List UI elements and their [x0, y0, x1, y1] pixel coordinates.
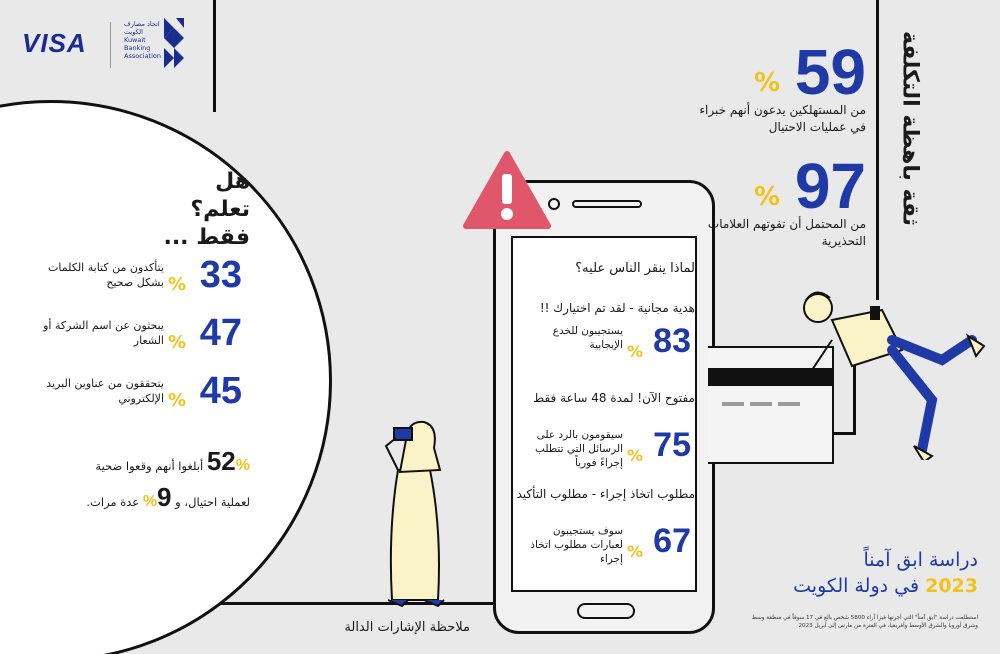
stat-value: 47	[199, 312, 242, 354]
percent-sign: %	[167, 332, 186, 353]
stat-text: يستجيبون للخدع الإيجابية	[552, 325, 623, 351]
phone-item-heading-1: هدية مجانية - لقد تم اختيارك !!	[539, 301, 695, 315]
study-subtitle	[760, 574, 978, 598]
did-you-know-heading	[150, 168, 250, 252]
stat-text: يبحثون عن اسم الشركة أو الشعار	[43, 319, 164, 347]
percent-sign: %	[235, 457, 250, 474]
stat-text: سوف يستجيبون لعبارات مطلوب اتخاذ إجراء	[530, 525, 623, 565]
stat-text: من المستهلكين يدعون أنهم خبراء في عمليات الاحتيال	[699, 103, 866, 134]
frame-line-right	[876, 0, 879, 300]
stat-value: 75	[653, 426, 691, 464]
phone-question: لماذا ينقر الناس عليه؟	[575, 261, 695, 276]
visa-logo: VISA	[22, 28, 87, 58]
stat-value: 45	[199, 370, 242, 412]
victim-value: 52	[206, 446, 236, 476]
heading-line-2: فقط ...	[163, 225, 250, 250]
signals-caption: ملاحظة الإشارات الدالة	[344, 620, 470, 635]
phone-stat-67	[515, 524, 695, 564]
study-note: استطلعت دراسة "ابق آمناً" التي أجرتها فيزا آراء 5800 شخص بالغ في 17 سوقاً في منطقة وسط وشرق أوروبا والشرق الأوسط وأفريقيا، في الفترة من مارس إلى أبريل 2023	[751, 615, 978, 629]
percent-sign: %	[167, 390, 186, 411]
circle-stat-47	[42, 314, 242, 358]
phone-item-heading-3: مطلوب اتخاذ إجراء - مطلوب التأكيد	[516, 487, 695, 501]
warning-icon	[462, 150, 552, 230]
stat-text: سيقومون بالرد على الرسائل التي تتطلب إجراءً فورياً	[535, 429, 623, 469]
phone-home-button	[577, 603, 635, 619]
circle-stat-33	[42, 256, 242, 300]
frame-line-top-left	[213, 0, 216, 112]
stat-value: 83	[653, 322, 691, 360]
stat-value: 67	[653, 522, 691, 560]
kba-logo-icon	[162, 16, 186, 70]
phone-stat-75	[515, 428, 695, 468]
repeat-text: عدة مرات.	[86, 495, 140, 509]
vertical-title-text: ثقة باهظة التكلفة	[897, 30, 923, 227]
repeat-value: 9	[157, 482, 172, 512]
percent-sign: %	[167, 274, 186, 295]
kba-logo-english: Kuwait Banking Association	[124, 36, 162, 60]
study-location: في دولة الكويت	[793, 575, 920, 597]
circle-stat-45	[42, 372, 242, 416]
percent-sign: %	[753, 182, 780, 212]
stat-text: يتحققون من عناوين البريد الإلكتروني	[46, 377, 164, 405]
card-number-bar	[750, 402, 772, 406]
right-stat-97	[690, 150, 866, 250]
percent-sign: %	[626, 542, 643, 561]
study-title: دراسة ابق آمناً	[863, 549, 978, 571]
percent-sign: %	[142, 493, 158, 510]
victim-stat-line-2	[40, 482, 250, 514]
victim-stats	[40, 446, 250, 514]
card-number-bar	[722, 402, 744, 406]
phone-stat-83	[515, 324, 695, 364]
phone-speaker	[572, 200, 642, 208]
heading-line-1: هل تعلم؟	[190, 169, 250, 222]
kba-logo-text	[124, 20, 164, 60]
right-stat-59	[690, 36, 866, 136]
stat-text: يتأكدون من كتابة الكلمات بشكل صحيح	[48, 261, 164, 289]
vertical-title	[886, 30, 936, 250]
victim-text-2: لعملية احتيال، و	[175, 495, 250, 509]
stat-value: 33	[199, 254, 242, 296]
kba-logo-arabic: اتحاد مصارف الكويت	[124, 20, 160, 36]
falling-man-illustration	[792, 280, 992, 460]
stat-value: 59	[794, 36, 866, 108]
stat-text: من المحتمل أن تفوتهم العلامات التحذيرية	[707, 217, 866, 248]
victim-stat-line-1	[40, 446, 250, 478]
study-year: 2023	[925, 575, 978, 597]
percent-sign: %	[626, 342, 643, 361]
stat-value: 97	[794, 150, 866, 222]
percent-sign: %	[753, 68, 780, 98]
phone-item-heading-2: مفتوح الآن! لمدة 48 ساعة فقط	[533, 391, 695, 405]
victim-text: أبلغوا أنهم وقعوا ضحية	[95, 459, 204, 473]
percent-sign: %	[626, 446, 643, 465]
man-binoculars-illustration	[368, 410, 464, 610]
logo-divider	[110, 22, 111, 68]
